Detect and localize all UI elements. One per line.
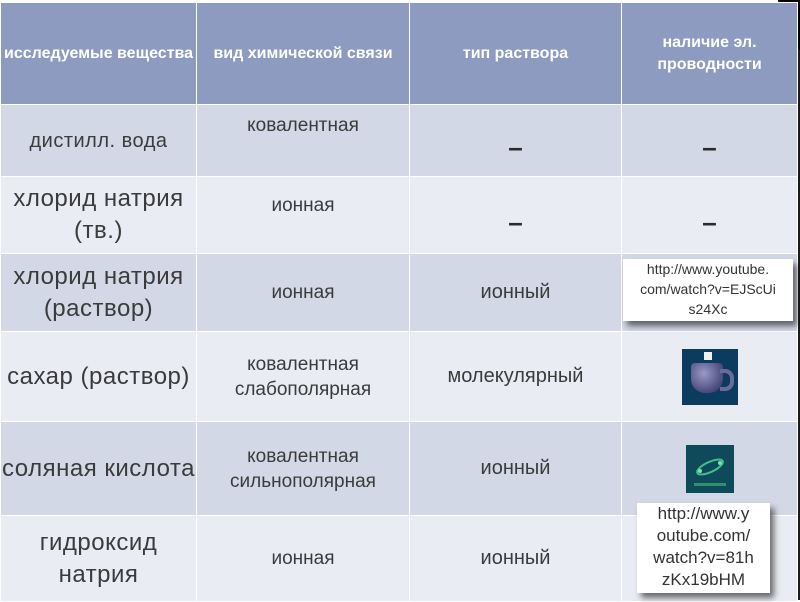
solution-cell: ионный (410, 516, 622, 602)
dash-mark: – (508, 132, 523, 162)
header-solution-type: тип раствора (410, 3, 622, 105)
link-line: outube.com/ (656, 526, 751, 545)
solution-cell: ионный (410, 254, 622, 332)
dash-mark: – (702, 206, 717, 237)
substance-cell: хлорид натрия (раствор) (1, 254, 197, 332)
solution-cell (410, 177, 622, 254)
youtube-link-2[interactable] (637, 503, 770, 593)
bond-cell: ковалентная слабополярная (197, 332, 410, 422)
table-row (1, 105, 798, 177)
dash-mark: – (702, 132, 717, 162)
header-bond-type: вид химической связи (197, 3, 410, 105)
substance-cell: соляная кислота (1, 422, 197, 516)
solution-cell (410, 105, 622, 177)
sugar-cube-shape (704, 352, 712, 360)
bond-cell: ионная (197, 516, 410, 602)
cup-handle-shape (720, 369, 734, 391)
substance-cell: дистилл. вода (1, 105, 197, 177)
cup-shape (691, 363, 723, 393)
header-conductivity: наличие эл. проводности (622, 3, 798, 105)
link-line: http://www.y (657, 504, 750, 523)
conductivity-cell (622, 422, 798, 516)
bond-cell: ковалентная (197, 105, 410, 177)
dash-mark: – (508, 206, 523, 237)
substance-cell: сахар (раствор) (1, 332, 197, 422)
link-line: s24Xc (688, 301, 728, 317)
solution-cell: ионный (410, 422, 622, 516)
link-line: http://www.youtube. (646, 261, 770, 277)
solution-cell: молекулярный (410, 332, 622, 422)
conductivity-cell (622, 177, 798, 254)
header-substances: исследуемые вещества (1, 3, 197, 105)
table-row (1, 422, 798, 516)
link-line: com/watch?v=EJScUi (640, 281, 776, 297)
bond-cell: ионная (197, 177, 410, 254)
conductivity-cell (622, 332, 798, 422)
table-header-row (1, 3, 798, 105)
substance-cell: гидроксид натрия (1, 516, 197, 602)
acid-video-icon[interactable] (686, 445, 734, 493)
sugar-cup-video-icon[interactable] (682, 349, 738, 405)
youtube-link-1[interactable] (623, 259, 793, 321)
bond-cell: ковалентная сильнополярная (197, 422, 410, 516)
table-row (1, 177, 798, 254)
substance-cell: хлорид натрия (тв.) (1, 177, 197, 254)
conductivity-cell (622, 105, 798, 177)
link-line: zKx19bHM (661, 570, 746, 589)
table-row (1, 332, 798, 422)
bond-cell: ионная (197, 254, 410, 332)
link-line: watch?v=81h (653, 548, 754, 567)
